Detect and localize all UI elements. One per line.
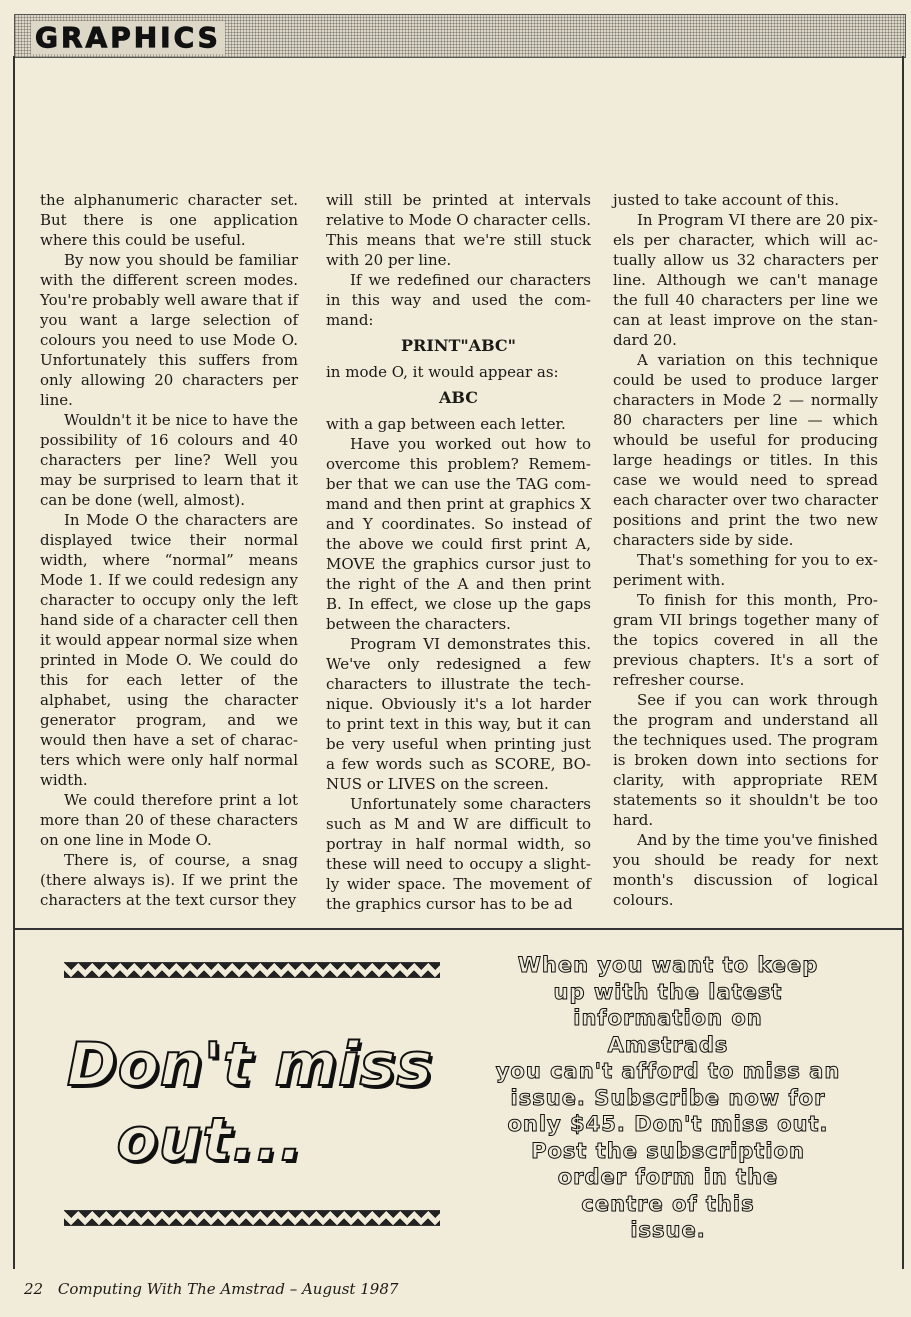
- article-column-2: [326, 190, 591, 914]
- article-paragraph: Program VI demonstrates this. We've only redesigned a few characters to illustrate the technique. Obviously it's a lot harder to print text in this way, but it can be very useful when printing just a few words such as SCORE, BONUS or LIVES on the screen.: [326, 635, 591, 793]
- article-paragraph: If we redefined our characters in this way and used the command:: [326, 271, 591, 329]
- ad-body-line: When you want to keep: [517, 953, 819, 977]
- article-paragraph: To finish for this month, Program VII brings together many of the topics covered in all the previous chapters. It's a sort of refresher course.: [613, 591, 878, 689]
- ad-headline-line1: Don't miss: [66, 1030, 434, 1100]
- page-number: 22: [24, 1280, 44, 1298]
- ad-headline-line2: out...: [116, 1105, 304, 1175]
- article-paragraph: Wouldn't it be nice to have the possibility of 16 colours and 40 characters per line? Well you may be surprised to learn that it can be done (well, almost).: [40, 411, 298, 509]
- ad-body-line: order form in the: [557, 1165, 779, 1189]
- article-paragraph: will still be printed at intervals relative to Mode O character cells. This means that we're still stuck with 20 per line.: [326, 191, 591, 269]
- article-paragraph: justed to take account of this.: [613, 191, 840, 209]
- ad-body-line: Post the subscription: [531, 1138, 805, 1163]
- ad-divider-rule: [15, 928, 902, 930]
- publication-line: Computing With The Amstrad – August 1987: [57, 1280, 399, 1298]
- article-paragraph: Unfortunately some characters such as M and W are difficult to portray in half normal width, so these will need to occupy a slightly wider space. The movement of the graphics cursor has to be ad: [326, 795, 591, 913]
- article-paragraph: By now you should be familiar with the different screen modes. You're probably well aware that if you want a large selection of colours you need to use Mode O. Unfortunately this suffers from only allowing 20 characters per line.: [40, 251, 298, 409]
- article-paragraph: A variation on this technique could be used to produce larger characters in Mode 2 — normally 80 characters per line — which whould be useful for producing large headings or titles. In this case we would need to spread each character over two character positions and print the two new characters side by side.: [613, 351, 878, 549]
- article-paragraph: See if you can work through the program and understand all the techniques used. The program is broken down into sections for clarity, with appropriate REM statements so it shouldn't be too hard.: [613, 691, 878, 829]
- article-paragraph: There is, of course, a snag (there always is). If we print the characters at the text cursor they: [40, 851, 298, 909]
- page-footer: [24, 1280, 398, 1298]
- zigzag-border-bottom: [64, 1210, 440, 1226]
- article-paragraph: with a gap between each letter.: [326, 415, 566, 433]
- ad-body-line: issue.: [630, 1218, 706, 1242]
- section-title: GRAPHICS: [31, 21, 225, 54]
- article-paragraph: In Mode O the characters are displayed twice their normal width, where “normal” means Mode 1. If we could redesign any character to occupy only the left hand side of a character cell then it would appear normal size when printed in Mode O. We could do this for each letter of the alphabet, using the character generator program, and we would then have a set of characters which were only half normal width.: [40, 511, 298, 789]
- article-paragraph: the alphanumeric character set. But there is one application where this could be useful.: [40, 191, 298, 249]
- code-example: PRINT"ABC": [401, 336, 516, 355]
- article-column-3: [613, 190, 878, 910]
- article-paragraph: That's something for you to experiment with.: [613, 551, 878, 589]
- ad-body-text: [494, 952, 842, 1244]
- ad-body-line: up with the latest: [553, 979, 783, 1004]
- frame-right-rule: [902, 56, 904, 1269]
- article-paragraph: in mode O, it would appear as:: [326, 363, 559, 381]
- ad-body-line: only $45. Don't miss out.: [507, 1112, 829, 1136]
- article-paragraph: And by the time you've finished you should be ready for next month's discussion of logical colours.: [613, 831, 878, 909]
- frame-left-rule: [13, 56, 15, 1269]
- article-column-1: [40, 190, 298, 910]
- abc-example: ABC: [439, 388, 478, 407]
- article-paragraph: In Program VI there are 20 pixels per character, which will actually allow us 32 characters per line. Although we can't manage the full 40 characters per line we can at least improve on the standard 20.: [613, 211, 878, 349]
- article-paragraph: We could therefore print a lot more than 20 of these characters on one line in Mode O.: [40, 791, 298, 849]
- section-header-bar: [14, 14, 906, 58]
- ad-body-line: information on: [573, 1006, 763, 1030]
- ad-body-line: Amstrads: [607, 1032, 729, 1057]
- zigzag-border-top: [64, 962, 440, 978]
- ad-body-line: you can't afford to miss an: [495, 1059, 841, 1083]
- article-paragraph: Have you worked out how to overcome this problem? Remember that we can use the TAG command and then print at graphics X and Y coordinates. So instead of the above we could first print A, MOVE the graphics cursor just to the right of the A and then print B. In effect, we close up the gaps between the characters.: [326, 435, 591, 633]
- ad-body-line: centre of this: [581, 1191, 755, 1216]
- ad-body-line: issue. Subscribe now for: [510, 1085, 826, 1110]
